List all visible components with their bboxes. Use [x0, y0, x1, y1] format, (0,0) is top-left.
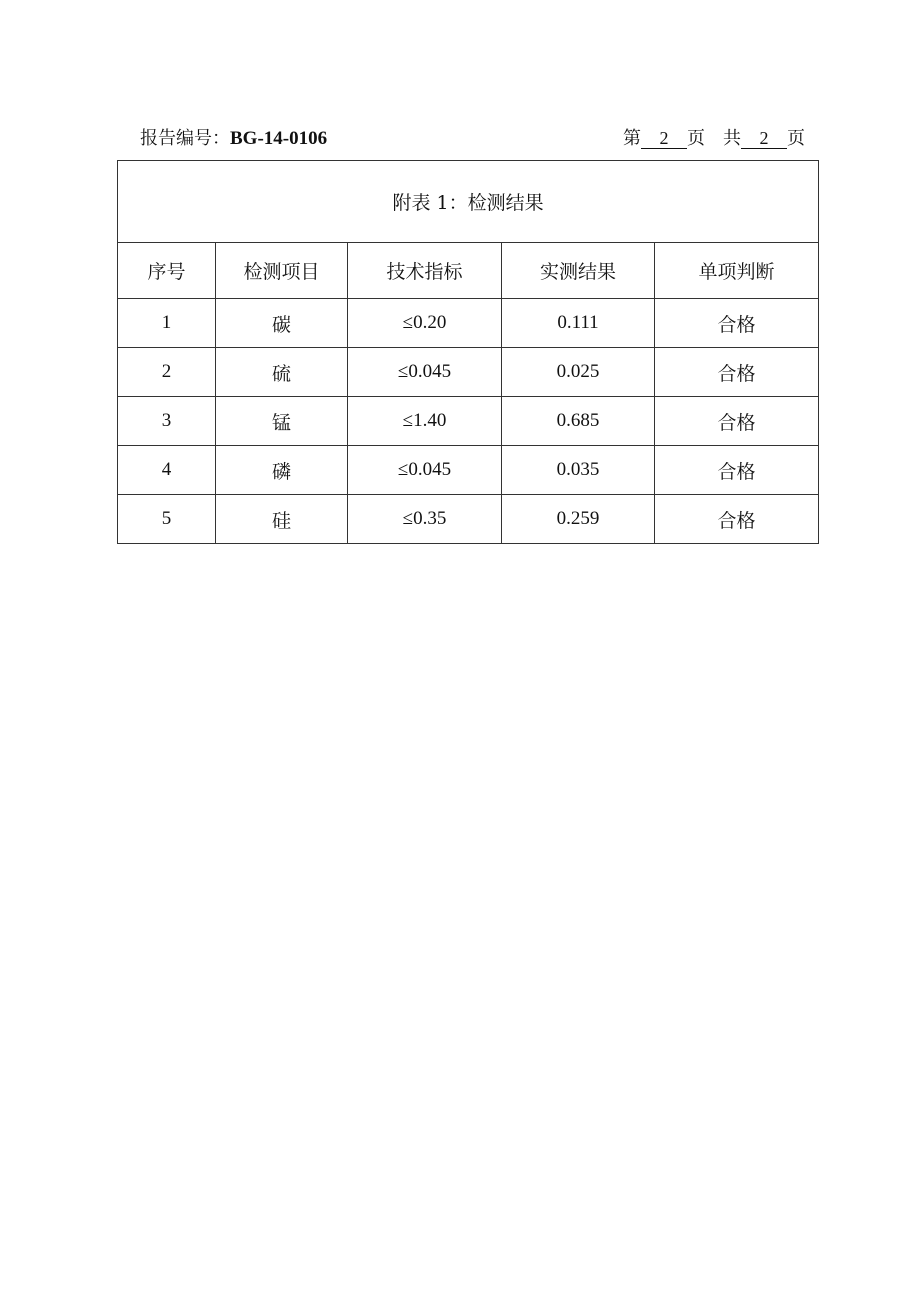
cell-item: 硫	[216, 348, 348, 397]
cell-spec: ≤1.40	[348, 397, 502, 446]
cell-no: 2	[118, 348, 216, 397]
column-header-judgement: 单项判断	[655, 243, 819, 299]
cell-item: 硅	[216, 495, 348, 544]
total-unit: 页	[787, 128, 805, 149]
report-number	[140, 124, 327, 150]
cell-no: 1	[118, 299, 216, 348]
report-number-code: BG-14-0106	[230, 128, 328, 149]
current-page: 2	[641, 128, 687, 149]
cell-item: 磷	[216, 446, 348, 495]
table-row	[118, 299, 819, 348]
total-prefix: 共	[723, 128, 741, 149]
cell-result: 0.035	[502, 446, 655, 495]
cell-spec: ≤0.045	[348, 446, 502, 495]
table-title: 附表 1：检测结果	[118, 161, 819, 243]
cell-item: 碳	[216, 299, 348, 348]
table-row	[118, 348, 819, 397]
table-header-row	[118, 243, 819, 299]
column-header-no: 序号	[118, 243, 216, 299]
table-title-row	[118, 161, 819, 243]
cell-judgement: 合格	[655, 397, 819, 446]
cell-judgement: 合格	[655, 446, 819, 495]
column-header-result: 实测结果	[502, 243, 655, 299]
page-info	[623, 124, 805, 150]
report-header	[140, 124, 805, 150]
result-table	[117, 160, 819, 544]
cell-result: 0.025	[502, 348, 655, 397]
cell-result: 0.685	[502, 397, 655, 446]
column-header-spec: 技术指标	[348, 243, 502, 299]
column-header-item: 检测项目	[216, 243, 348, 299]
cell-judgement: 合格	[655, 495, 819, 544]
cell-result: 0.111	[502, 299, 655, 348]
table-row	[118, 397, 819, 446]
cell-judgement: 合格	[655, 348, 819, 397]
cell-spec: ≤0.045	[348, 348, 502, 397]
report-number-label: 报告编号：	[140, 128, 230, 149]
cell-spec: ≤0.35	[348, 495, 502, 544]
cell-no: 4	[118, 446, 216, 495]
table-row	[118, 446, 819, 495]
total-pages: 2	[741, 128, 787, 149]
table-row	[118, 495, 819, 544]
cell-item: 锰	[216, 397, 348, 446]
cell-no: 5	[118, 495, 216, 544]
page-unit: 页	[687, 128, 705, 149]
cell-spec: ≤0.20	[348, 299, 502, 348]
page-prefix: 第	[623, 128, 641, 149]
cell-no: 3	[118, 397, 216, 446]
cell-judgement: 合格	[655, 299, 819, 348]
cell-result: 0.259	[502, 495, 655, 544]
